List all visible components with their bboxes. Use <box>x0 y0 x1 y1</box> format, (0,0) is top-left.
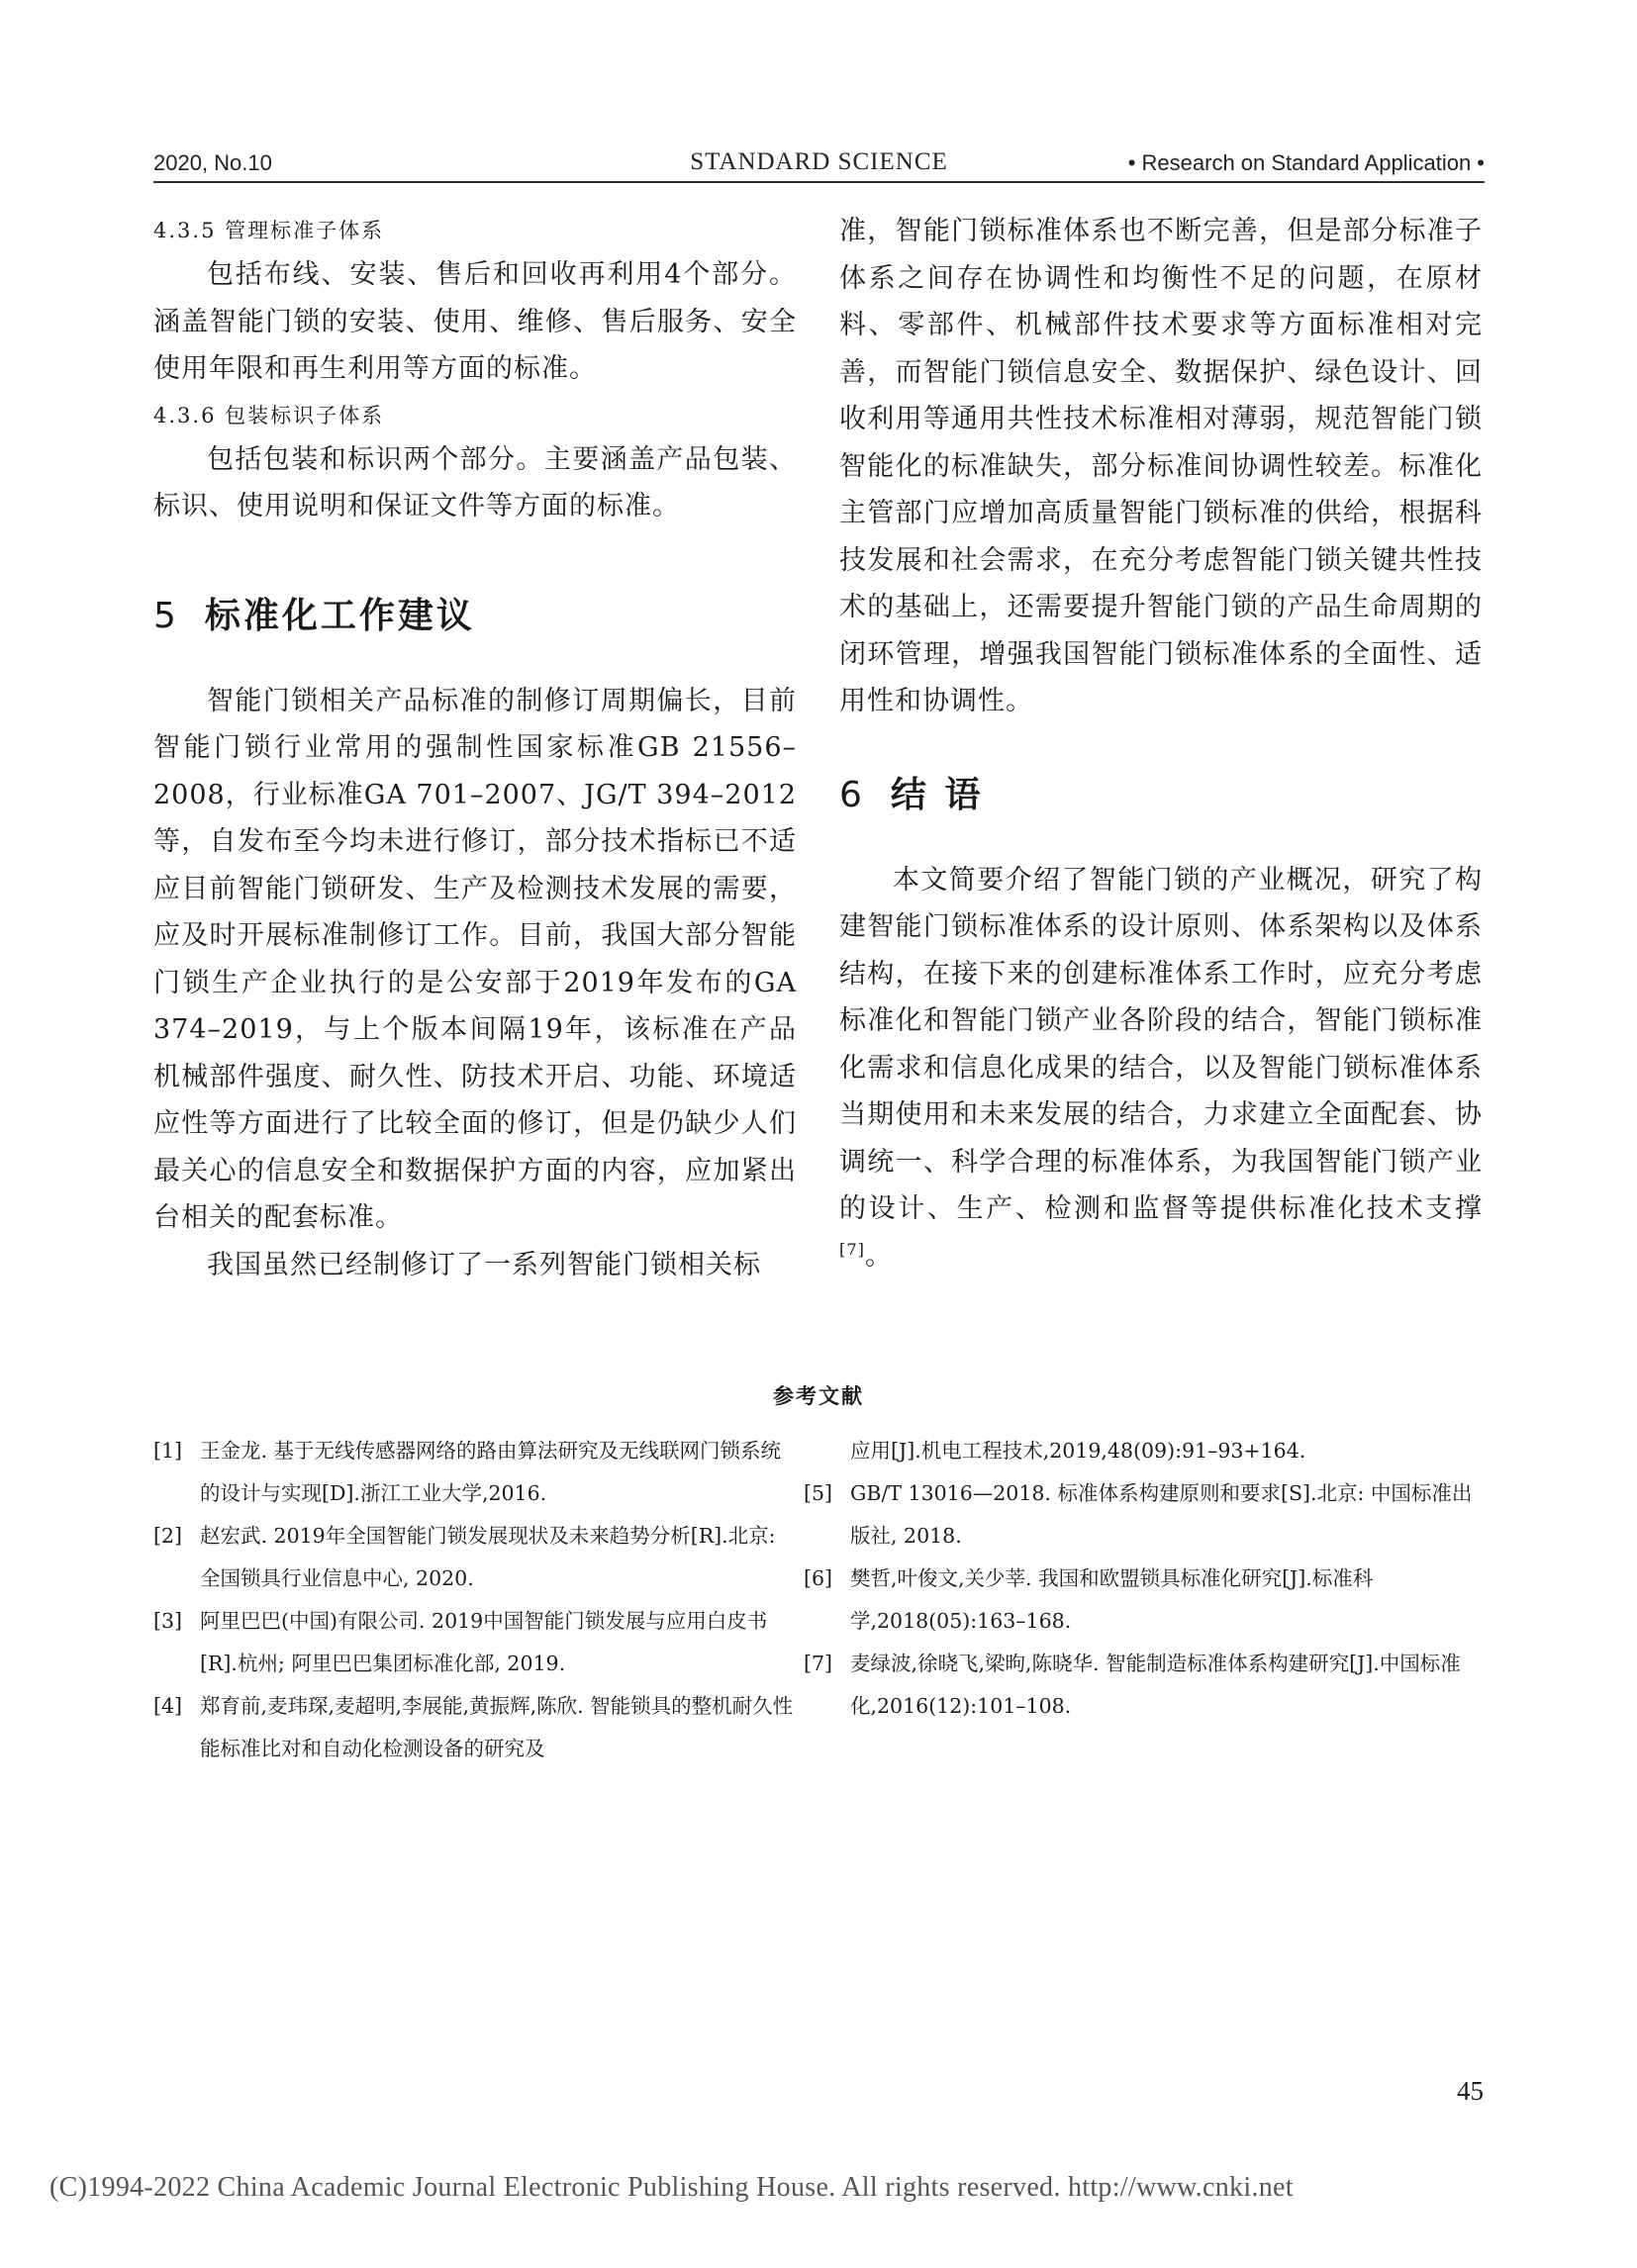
section-5-title: 标准化工作建议 <box>204 595 475 636</box>
references-right-column <box>804 1430 1485 1728</box>
reference-text: 赵宏武. 2019年全国智能门锁发展现状及未来趋势分析[R].北京: 全国锁具行业信息中心, 2020. <box>200 1524 776 1590</box>
reference-text: 应用[J].机电工程技术,2019,48(09):91–93+164. <box>850 1439 1306 1463</box>
reference-text: GB/T 13016—2018. 标准体系构建原则和要求[S].北京: 中国标准出版社, 2018. <box>850 1481 1473 1548</box>
issue-label: 2020, No.10 <box>153 150 272 175</box>
paragraph-4-3-5: 包括布线、安装、售后和回收再利用4个部分。涵盖智能门锁的安装、使用、维修、售后服务、安全使用年限和再生利用等方面的标准。 <box>153 259 797 384</box>
subheading-4-3-5: 4.3.5 管理标准子体系 <box>153 219 385 242</box>
section-6-title: 结 语 <box>890 774 984 815</box>
reference-item <box>804 1472 1485 1558</box>
reference-index: [1] <box>153 1439 183 1463</box>
reference-item <box>153 1430 797 1515</box>
section-6-heading <box>839 767 1483 817</box>
paragraph-6-text: 本文简要介绍了智能门锁的产业概况，研究了构建智能门锁标准体系的设计原则、体系架构以及体系结构，在接下来的创建标准体系工作时，应充分考虑标准化和智能门锁产业各阶段的结合，智能门锁标准化需求和信息化成果的结合，以及智能门锁标准体系当期使用和未来发展的结合，力求建立全面配套、协调统一、科学合理的标准体系，为我国智能门锁产业的设计、生产、检测和监督等提供标准化技术支撑 <box>839 864 1483 1224</box>
section-6-number: 6 <box>839 774 865 815</box>
reference-text: 麦绿波,徐晓飞,梁昫,陈晓华. 智能制造标准体系构建研究[J].中国标准化,2016(12):101–108. <box>850 1652 1461 1718</box>
reference-index: [6] <box>804 1566 833 1590</box>
paragraph-5-2-start: 我国虽然已经制修订了一系列智能门锁相关标 <box>207 1249 761 1280</box>
citation-7: [7] <box>839 1239 865 1259</box>
reference-item <box>153 1685 797 1770</box>
left-column <box>153 208 797 1288</box>
reference-item <box>153 1600 797 1685</box>
reference-item-continued <box>804 1430 1485 1472</box>
running-header <box>153 146 1485 180</box>
paragraph-5-2-continued: 准，智能门锁标准体系也不断完善，但是部分标准子体系之间存在协调性和均衡性不足的问题，在原材料、零部件、机械部件技术要求等方面标准相对完善，而智能门锁信息安全、数据保护、绿色设计、回收利用等通用共性技术标准相对薄弱，规范智能门锁智能化的标准缺失，部分标准间协调性较差。标准化主管部门应增加高质量智能门锁标准的供给，根据科技发展和社会需求，在充分考虑智能门锁关键共性技术的基础上，还需要提升智能门锁的产品生命周期的闭环管理，增强我国智能门锁标准体系的全面性、适用性和协调性。 <box>839 216 1483 716</box>
references-title: 参考文献 <box>773 1384 864 1408</box>
section-5-heading <box>153 588 797 638</box>
reference-index: [2] <box>153 1524 183 1548</box>
reference-index: [4] <box>153 1694 183 1718</box>
paragraph-6-end: 。 <box>864 1240 893 1272</box>
journal-title: STANDARD SCIENCE <box>690 148 948 175</box>
reference-item <box>804 1558 1485 1643</box>
header-rule <box>153 181 1485 183</box>
page-number: 45 <box>1457 2076 1484 2106</box>
section-label: • Research on Standard Application • <box>1127 150 1485 175</box>
reference-index: [5] <box>804 1481 833 1505</box>
reference-text: 王金龙. 基于无线传感器网络的路由算法研究及无线联网门锁系统的设计与实现[D].浙江工业大学,2016. <box>200 1439 782 1505</box>
reference-text: 阿里巴巴(中国)有限公司. 2019中国智能门锁发展与应用白皮书[R].杭州; 阿里巴巴集团标准化部, 2019. <box>200 1609 768 1675</box>
section-5-number: 5 <box>153 595 179 636</box>
paragraph-5-1: 智能门锁相关产品标准的制修订周期偏长，目前智能门锁行业常用的强制性国家标准GB 21556–2008，行业标准GA 701–2007、JG/T 394–2012等，自发布至今均未进行修订，部分技术指标已不适应目前智能门锁研发、生产及检测技术发展的需要，应及时开展标准制修订工作。目前，我国大部分智能门锁生产企业执行的是公安部于2019年发布的GA 374–2019，与上个版本间隔19年，该标准在产品机械部件强度、耐久性、防技术开启、功能、环境适应性等方面进行了比较全面的修订，但是仍缺少人们最关心的信息安全和数据保护方面的内容，应加紧出台相关的配套标准。 <box>153 685 797 1233</box>
reference-item <box>153 1515 797 1600</box>
right-column <box>839 208 1483 1279</box>
reference-item <box>804 1643 1485 1728</box>
subheading-4-3-6: 4.3.6 包装标识子体系 <box>153 403 385 427</box>
copyright-footer: (C)1994-2022 China Academic Journal Electronic Publishing House. All rights reserved. http://www.cnki.net <box>49 2172 1294 2203</box>
reference-text: 郑育前,麦玮琛,麦超明,李展能,黄振辉,陈欣. 智能锁具的整机耐久性能标准比对和自动化检测设备的研究及 <box>200 1694 794 1760</box>
reference-index: [3] <box>153 1609 183 1633</box>
reference-index: [7] <box>804 1652 833 1675</box>
paragraph-6 <box>839 857 1483 1280</box>
references-left-column <box>153 1430 797 1770</box>
paragraph-4-3-6: 包括包装和标识两个部分。主要涵盖产品包装、标识、使用说明和保证文件等方面的标准。 <box>153 443 797 521</box>
reference-text: 樊哲,叶俊文,关少莘. 我国和欧盟锁具标准化研究[J].标准科学,2018(05):163–168. <box>850 1566 1374 1633</box>
